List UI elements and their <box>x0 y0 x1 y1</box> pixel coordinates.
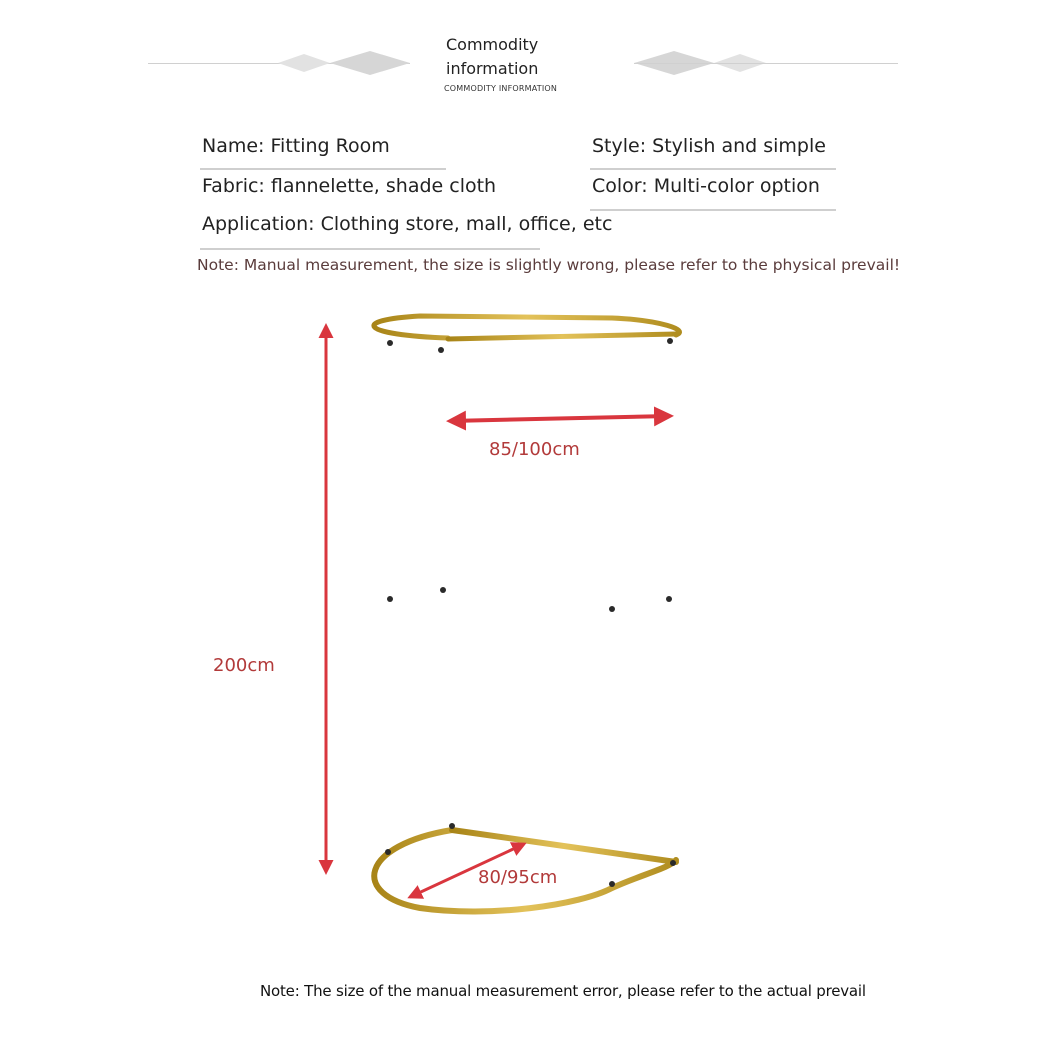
note-top: Note: Manual measurement, the size is slightly wrong, please refer to the physical prevail! <box>197 256 901 274</box>
joint-icon <box>449 823 455 829</box>
width-arrow-icon <box>450 416 670 421</box>
frame-uprights <box>384 326 672 874</box>
frame-top <box>374 316 680 339</box>
depth-label: 80/95cm <box>478 867 558 888</box>
spec-fabric: Fabric: flannelette, shade cloth <box>202 175 497 197</box>
joint-icon <box>666 596 672 602</box>
joint-icon <box>670 860 676 866</box>
header-subtitle: COMMODITY INFORMATION <box>444 84 558 93</box>
bottom-back-rail <box>452 830 676 862</box>
header-title-line2: information <box>446 59 539 78</box>
joint-icon <box>609 606 615 612</box>
joint-icon <box>667 338 673 344</box>
note-bottom: Note: The size of the manual measurement error, please refer to the actual prevail <box>260 982 866 1000</box>
width-label: 85/100cm <box>489 439 580 460</box>
joint-icon <box>387 340 393 346</box>
joint-icon <box>440 587 446 593</box>
joint-icon <box>385 849 391 855</box>
height-label: 200cm <box>213 655 275 676</box>
joint-icon <box>609 881 615 887</box>
spec-color: Color: Multi-color option <box>592 175 820 197</box>
spec-name: Name: Fitting Room <box>202 135 390 157</box>
spec-application: Application: Clothing store, mall, office, etc <box>202 213 613 235</box>
header-title-line1: Commodity <box>446 35 539 54</box>
top-back-rail <box>448 334 676 339</box>
joint-icon <box>387 596 393 602</box>
joint-icon <box>438 347 444 353</box>
spec-style: Style: Stylish and simple <box>592 135 826 157</box>
